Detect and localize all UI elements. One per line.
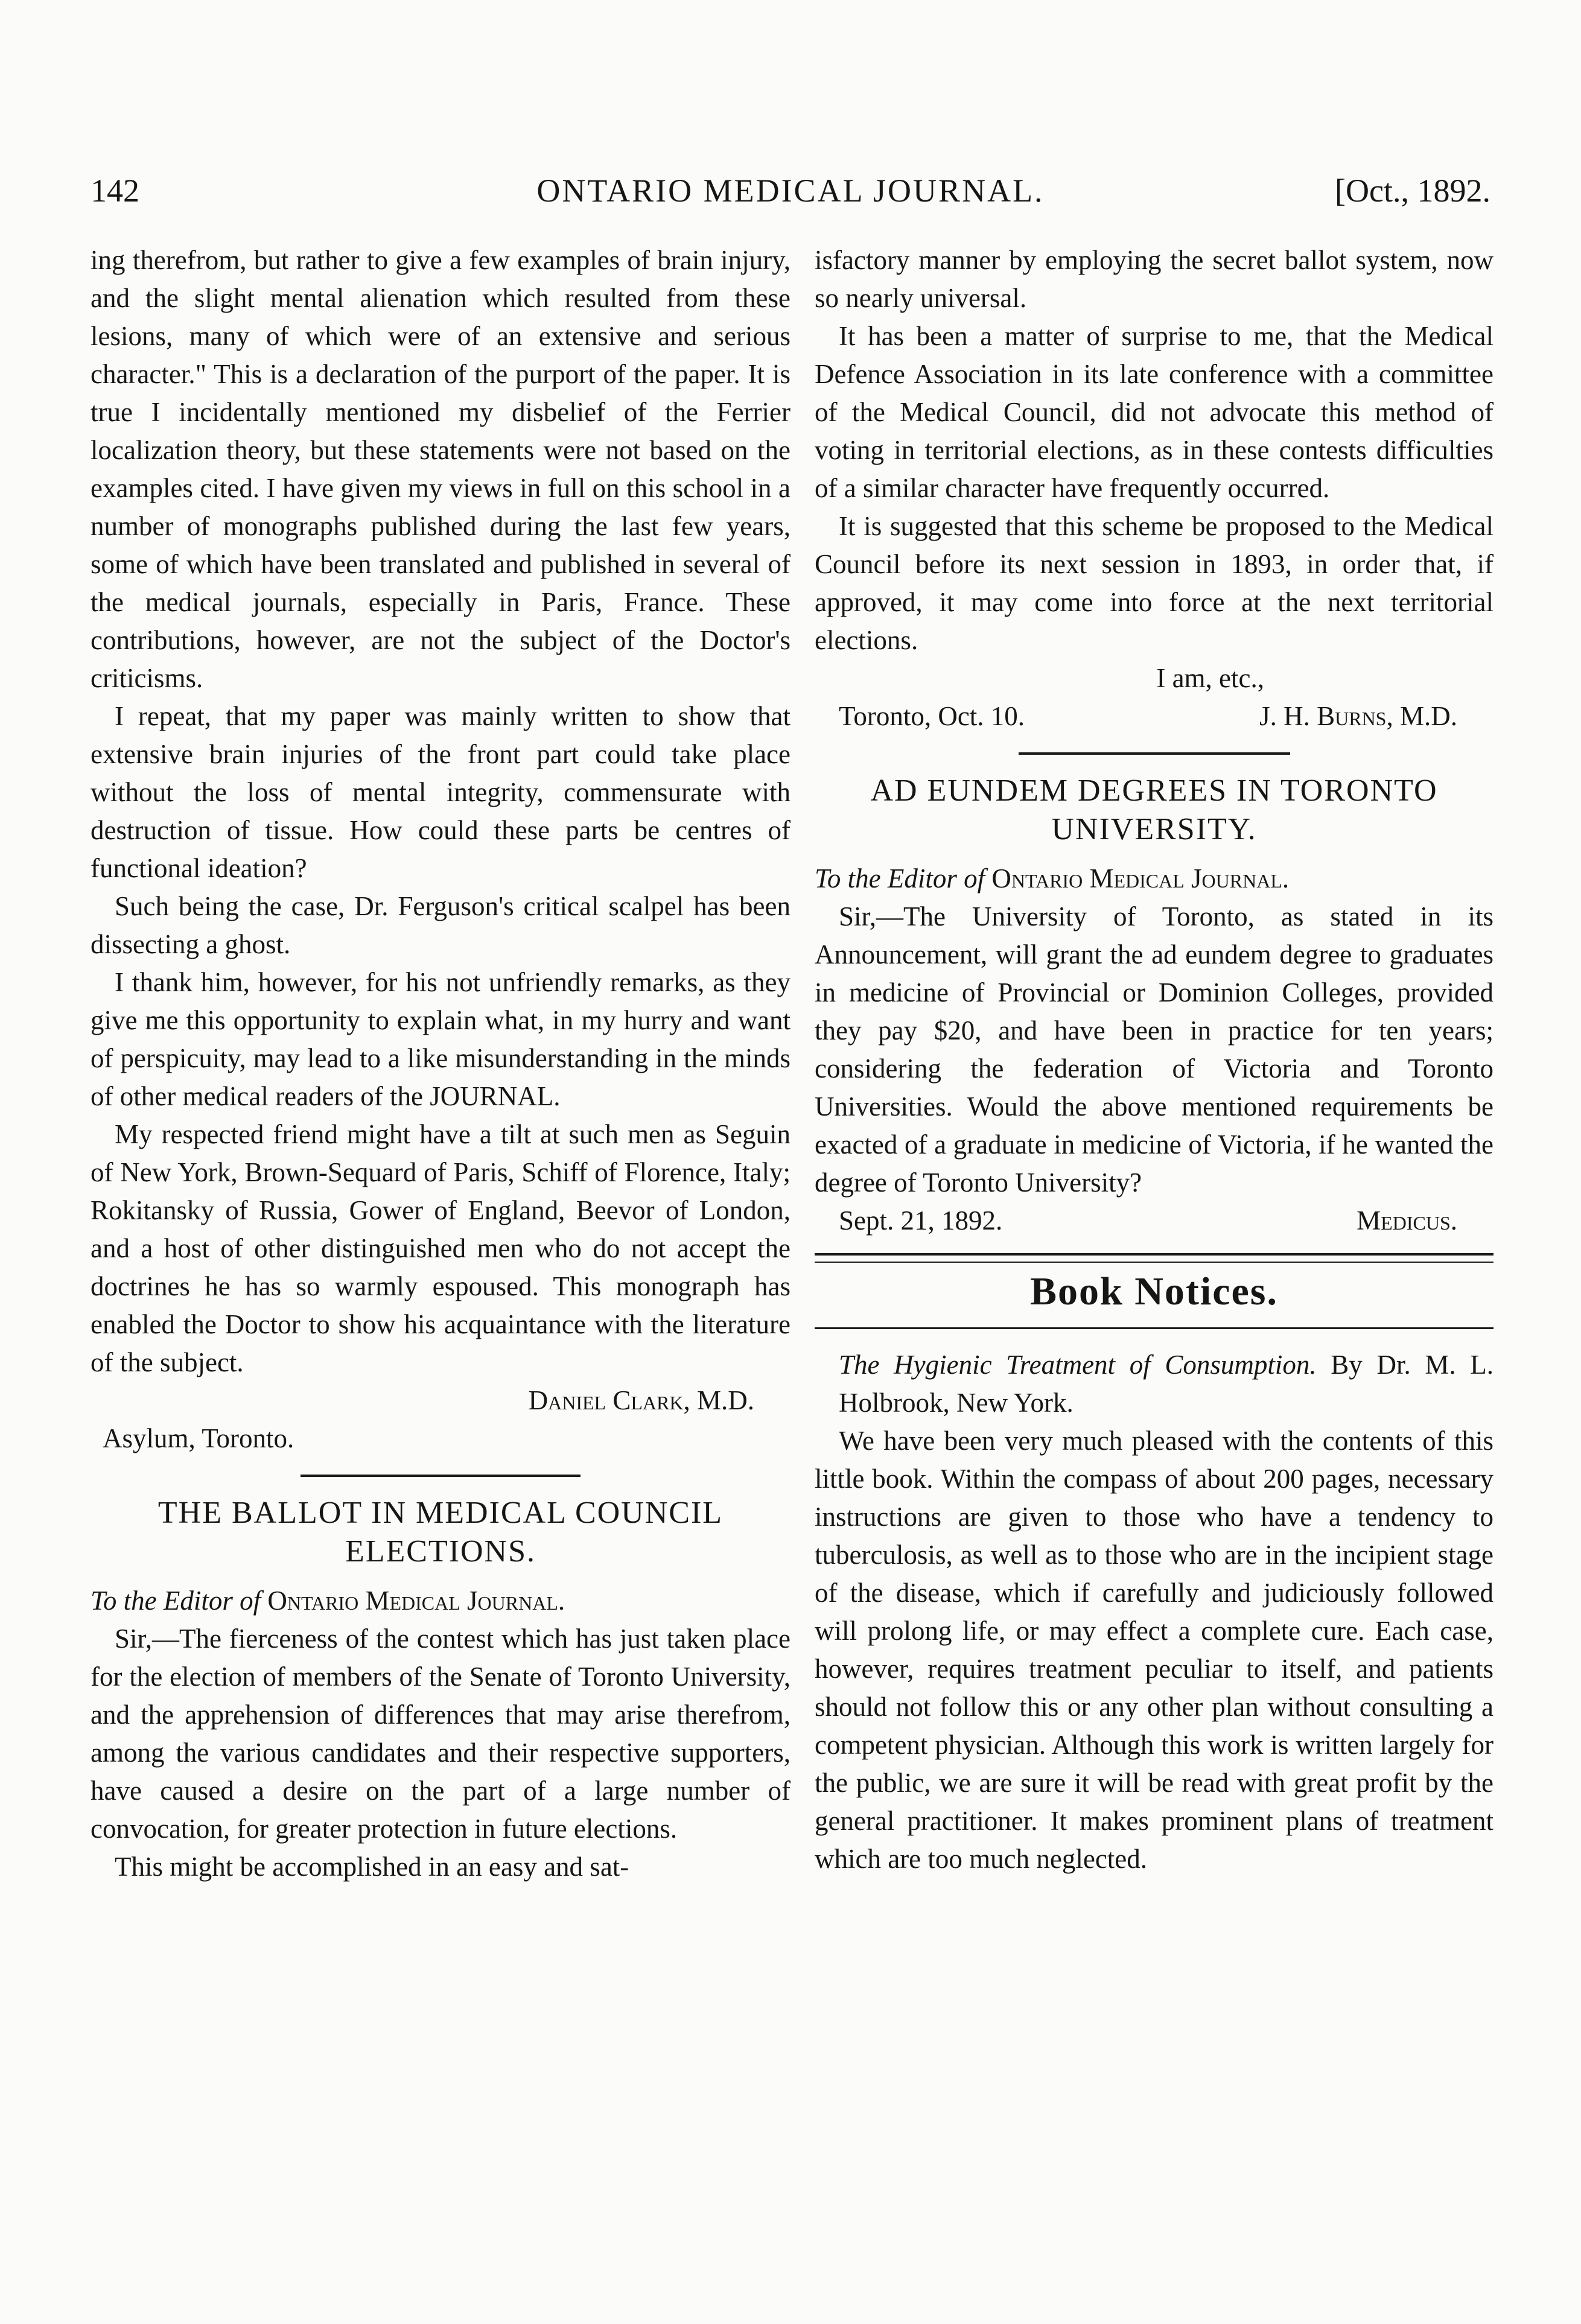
journal-title: ONTARIO MEDICAL JOURNAL. [536,173,1045,209]
letter-paragraph-2: I repeat, that my paper was mainly written to show that extensive brain injuries of the front part could take place without the loss of mental integrity, commensurate with destruction of tissue. How could these parts be centres of functional ideation? [91,701,790,883]
eundem-signature: Medicus. [1357,1205,1457,1236]
ballot-to-editor: To the Editor of [91,1586,261,1616]
review-title: The Hygienic Treatment of Consumption. [839,1350,1317,1380]
section-divider [1019,752,1290,755]
section-divider [301,1475,581,1477]
book-notices-heading: Book Notices. [1030,1269,1278,1313]
eundem-paragraph: Sir,—The University of Toronto, as stated in its Announcement, will grant the ad eundem degree to graduates in medicine of Provincial or Dominion Colleges, provided they pay $20, and have been in practice for ten years; considering the federation of Victoria and Toronto Universities. Would the above mentioned requirements be exacted of a graduate in medicine of Victoria, if he wanted the degree of Toronto University? [815,901,1494,1198]
eundem-date: Sept. 21, 1892. [839,1205,1003,1236]
letter-signature: Daniel Clark, M.D. [528,1385,754,1415]
ballot-signature: J. H. Burns, M.D. [1259,701,1457,731]
letter-place: Asylum, Toronto. [103,1423,294,1453]
letter-paragraph-1: ing therefrom, but rather to give a few examples of brain injury, and the slight mental alienation which resulted from these lesions, many of which were of an extensive and serious character." This is a declaration of the purport of the paper. It is true I incidentally mentioned my disbelief of the Ferrier localization theory, but these statements were not based on the examples cited. I have given my views in full on this school in a number of monographs published during the last few years, some of which have been translated and published in several of the medical journals, especially in Paris, France. These contributions, however, are not the subject of the Doctor's criticisms. [91,245,790,693]
eundem-to-editor: To the Editor of [815,863,985,894]
page-number: 142 [91,173,139,209]
letter-paragraph-4: I thank him, however, for his not unfriendly remarks, as they give me this opportunity to explain what, in my hurry and want of perspicuity, may lead to a like misunderstanding in the minds of other medical readers of the JOURNAL. [91,967,790,1111]
issue-date: [Oct., 1892. [1335,173,1490,209]
ballot-paragraph-3: It has been a matter of surprise to me, that the Medical Defence Association in its late conference with a committee of the Medical Council, did not advocate this method of voting in territorial elections, as in these contests difficulties of a similar character have frequently occurred. [815,321,1494,503]
ballot-dateline [815,697,1494,735]
ballot-paragraph-1: Sir,—The fierceness of the contest which has just taken place for the election of members of the Senate of Toronto University, and the apprehension of differences that may arise therefrom, among the various candidates and their respective supporters, have caused a desire on the part of a large number of convocation, for greater protection in future elections. [91,1624,790,1844]
eundem-heading: AD EUNDEM DEGREES IN TORONTO UNIVERSITY. [870,773,1438,846]
ballot-heading: THE BALLOT IN MEDICAL COUNCIL ELECTIONS. [157,1496,724,1569]
eundem-journal-name: Ontario Medical Journal. [991,863,1290,894]
ballot-paragraph-2: This might be accomplished in an easy and sat- [115,1852,629,1882]
review-author: By Dr. M. L. Holbrook, New York. [839,1350,1494,1418]
right-column [815,241,1494,1878]
review-paragraph: We have been very much pleased with the contents of this little book. Within the compass of about 200 pages, necessary instructions are given to those who have a tendency to tuberculosis, as well as to those who are in the incipient stage of the disease, which if carefully and judiciously followed will prolong life, or may effect a complete cure. Each case, however, requires treatment peculiar to itself, and patients should not follow this or any other plan without consulting a competent physician. Although this work is written largely for the public, we are sure it will be read with great profit by the general practitioner. It makes prominent plans of treatment which are too much neglected. [815,1426,1494,1874]
review-citation [815,1346,1494,1422]
section-rule [815,1327,1494,1329]
ballot-paragraph-4: It is suggested that this scheme be proposed to the Medical Council before its next session in 1893, in order that, if approved, it may come into force at the next territorial elections. [815,511,1494,655]
ballot-journal-name: Ontario Medical Journal. [267,1586,565,1616]
eundem-dateline [815,1202,1494,1240]
ballot-closing: I am, etc., [1156,663,1264,693]
letter-paragraph-3: Such being the case, Dr. Ferguson's critical scalpel has been dissecting a ghost. [91,891,790,959]
ballot-paragraph-2-continued: isfactory manner by employing the secret ballot system, now so nearly universal. [815,245,1494,313]
letter-paragraph-5: My respected friend might have a tilt at such men as Seguin of New York, Brown-Sequard of Paris, Schiff of Florence, Italy; Rokitansky of Russia, Gower of England, Beevor of London, and a host of other distinguished men who do not accept the doctrines he has so warmly espoused. This monograph has enabled the Doctor to show his acquaintance with the literature of the subject. [91,1119,790,1377]
double-rule [815,1253,1494,1263]
ballot-place-date: Toronto, Oct. 10. [839,701,1025,731]
eundem-salutation [815,860,1494,898]
running-header [91,172,1490,220]
left-column [91,241,790,1886]
ballot-salutation [91,1582,790,1620]
